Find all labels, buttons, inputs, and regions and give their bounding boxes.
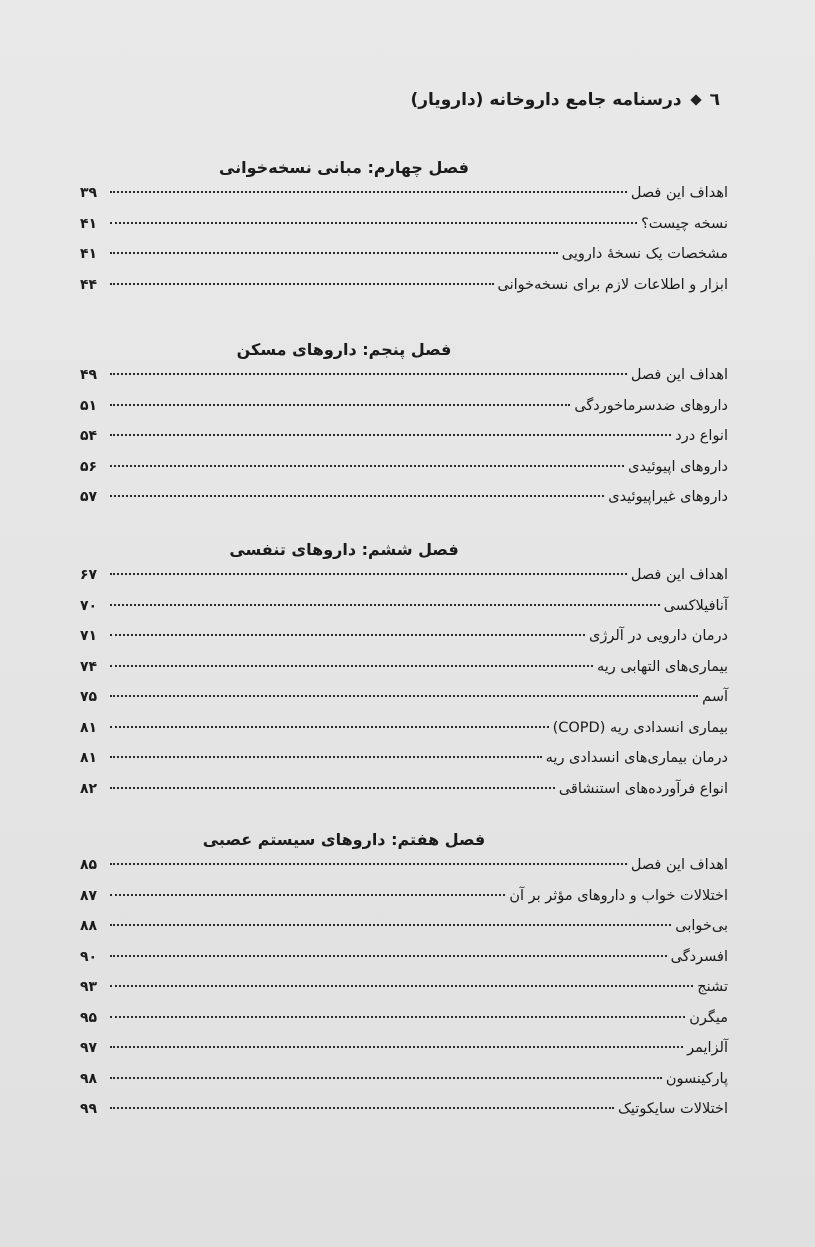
toc-entry-label: آنافیلاکسی	[663, 597, 728, 614]
dot-leader	[110, 1046, 683, 1048]
dot-leader	[110, 434, 671, 436]
toc-entry-page-number: ۹۳	[80, 979, 98, 995]
toc-entry-label: افسردگی	[670, 948, 728, 965]
dot-leader	[110, 1016, 685, 1018]
dot-leader	[110, 726, 549, 728]
dot-leader	[110, 604, 660, 606]
toc-entry-page-number: ۹۸	[80, 1070, 98, 1087]
dot-leader	[110, 465, 624, 467]
book-title: درسنامه جامع داروخانه (دارویار)	[410, 90, 682, 110]
toc-entry-label: بیماری‌های التهابی ریه	[596, 658, 728, 675]
toc-entry-page-number: ۹۰	[80, 948, 98, 965]
toc-entry	[80, 979, 728, 1010]
dot-leader	[110, 924, 671, 926]
toc-entry-label: داروهای غیراپیوئیدی	[608, 489, 728, 505]
toc-entry-page-number: ۷۱	[80, 628, 98, 644]
toc-entry-page-number: ۵۶	[80, 458, 98, 475]
toc-entry-label: آلزایمر	[687, 1040, 728, 1056]
toc-entry	[80, 918, 728, 949]
dot-leader	[110, 1077, 662, 1079]
dot-leader	[110, 252, 558, 254]
toc-entry-label: انواع فرآورده‌های استنشاقی	[558, 780, 728, 797]
toc-entry-label: درمان بیماری‌های انسدادی ریه	[545, 750, 728, 766]
toc-entry-page-number: ۳۹	[80, 185, 98, 201]
dot-leader	[110, 863, 627, 865]
toc-entry-page-number: ۸۷	[80, 887, 98, 904]
dot-leader	[110, 283, 494, 285]
toc-entry-label: داروهای اپیوئیدی	[628, 458, 728, 475]
toc-entry	[80, 1101, 728, 1132]
dot-leader	[110, 373, 627, 375]
toc-entry	[80, 781, 728, 812]
toc-entry-label: اهداف این فصل	[630, 185, 728, 201]
toc-entry-page-number: ۴۱	[80, 215, 98, 232]
toc-entry-page-number: ۷۵	[80, 689, 98, 705]
toc-entry	[80, 750, 728, 781]
chapter-title: فصل چهارم: مبانی نسخه‌خوانی	[218, 158, 470, 177]
dot-leader	[110, 985, 693, 987]
dot-leader	[110, 1107, 614, 1109]
toc-entry-page-number: ۵۴	[80, 428, 98, 444]
toc-entry	[80, 1010, 728, 1041]
page-number: ٦	[709, 90, 720, 110]
toc-entry-label: اهداف این فصل	[630, 857, 728, 873]
dot-leader	[110, 955, 667, 957]
toc-entry-page-number: ۸۲	[80, 780, 98, 797]
toc-entry-page-number: ۹۵	[80, 1009, 98, 1026]
toc-entry	[80, 459, 728, 490]
dot-leader	[110, 787, 555, 789]
toc-entry-label: نسخه چیست؟	[641, 215, 728, 232]
toc-entry	[80, 949, 728, 980]
toc-entry	[80, 689, 728, 720]
toc-entry-label: ابزار و اطلاعات لازم برای نسخه‌خوانی	[497, 276, 728, 293]
toc-entry-page-number: ۴۱	[80, 246, 98, 262]
toc-entry	[80, 277, 728, 308]
toc-entry-label: آسم	[702, 689, 728, 705]
toc-entry-page-number: ۹۷	[80, 1040, 98, 1056]
toc-entry-page-number: ۸۱	[80, 750, 98, 766]
toc-entry-page-number: ۴۹	[80, 367, 98, 383]
dot-leader	[110, 573, 627, 575]
toc-entry-label: بی‌خوابی	[675, 918, 728, 934]
toc-entry-label: اختلالات سایکوتیک	[617, 1101, 728, 1117]
toc-entry	[80, 398, 728, 429]
dot-leader	[110, 695, 698, 697]
toc-entry-label: اختلالات خواب و داروهای مؤثر بر آن	[509, 887, 728, 904]
toc-entry-page-number: ۵۱	[80, 397, 98, 414]
toc-entry	[80, 428, 728, 459]
toc-entry-label: مشخصات یک نسخهٔ دارویی	[561, 246, 728, 262]
toc-entry-label: پارکینسون	[665, 1070, 728, 1087]
chapter-section	[80, 540, 728, 811]
dot-leader	[110, 404, 570, 406]
toc-entry-page-number: ۶۷	[80, 567, 98, 583]
toc-entry	[80, 185, 728, 216]
chapter-title: فصل هفتم: داروهای سیستم عصبی	[202, 830, 486, 849]
dot-leader	[110, 756, 542, 758]
toc-entry-page-number: ۷۴	[80, 658, 98, 675]
toc-entry-label: انواع درد	[675, 428, 728, 444]
toc-entry-label: میگرن	[689, 1009, 728, 1026]
dot-leader	[110, 222, 637, 224]
toc-entry	[80, 489, 728, 520]
dot-leader	[110, 665, 593, 667]
toc-entry-label: تشنج	[697, 979, 728, 995]
toc-entry-page-number: ۸۵	[80, 857, 98, 873]
toc-entry	[80, 598, 728, 629]
toc-entry	[80, 1040, 728, 1071]
dot-leader	[110, 495, 604, 497]
chapter-section	[80, 340, 728, 520]
toc-entry	[80, 720, 728, 751]
chapter-title: فصل ششم: داروهای تنفسی	[229, 540, 459, 559]
toc-entry	[80, 628, 728, 659]
toc-entry-page-number: ۵۷	[80, 489, 98, 505]
toc-entry	[80, 216, 728, 247]
toc-entry-page-number: ۸۱	[80, 719, 98, 736]
toc-entry-label: بیماری انسدادی ریه (COPD)	[552, 719, 728, 736]
toc-entry-page-number: ۸۸	[80, 918, 98, 934]
toc-entry	[80, 1071, 728, 1102]
toc-entry-page-number: ۹۹	[80, 1101, 98, 1117]
toc-entry	[80, 567, 728, 598]
chapter-section	[80, 830, 728, 1132]
toc-entry	[80, 246, 728, 277]
toc-entry-page-number: ۴۴	[80, 276, 98, 293]
toc-entry-label: درمان دارویی در آلرژی	[589, 628, 728, 644]
toc-entry-label: اهداف این فصل	[630, 367, 728, 383]
chapter-title: فصل پنجم: داروهای مسکن	[236, 340, 452, 359]
toc-entry	[80, 857, 728, 888]
toc-entry	[80, 888, 728, 919]
running-head	[410, 90, 720, 110]
toc-entry	[80, 367, 728, 398]
toc-entry-page-number: ۷۰	[80, 597, 98, 614]
chapter-section	[80, 158, 728, 307]
toc-entry-label: اهداف این فصل	[630, 567, 728, 583]
dot-leader	[110, 634, 585, 636]
diamond-ornament-icon	[690, 94, 701, 105]
toc-entry	[80, 659, 728, 690]
toc-entry-label: داروهای ضدسرماخوردگی	[574, 397, 728, 414]
dot-leader	[110, 191, 627, 193]
dot-leader	[110, 894, 505, 896]
